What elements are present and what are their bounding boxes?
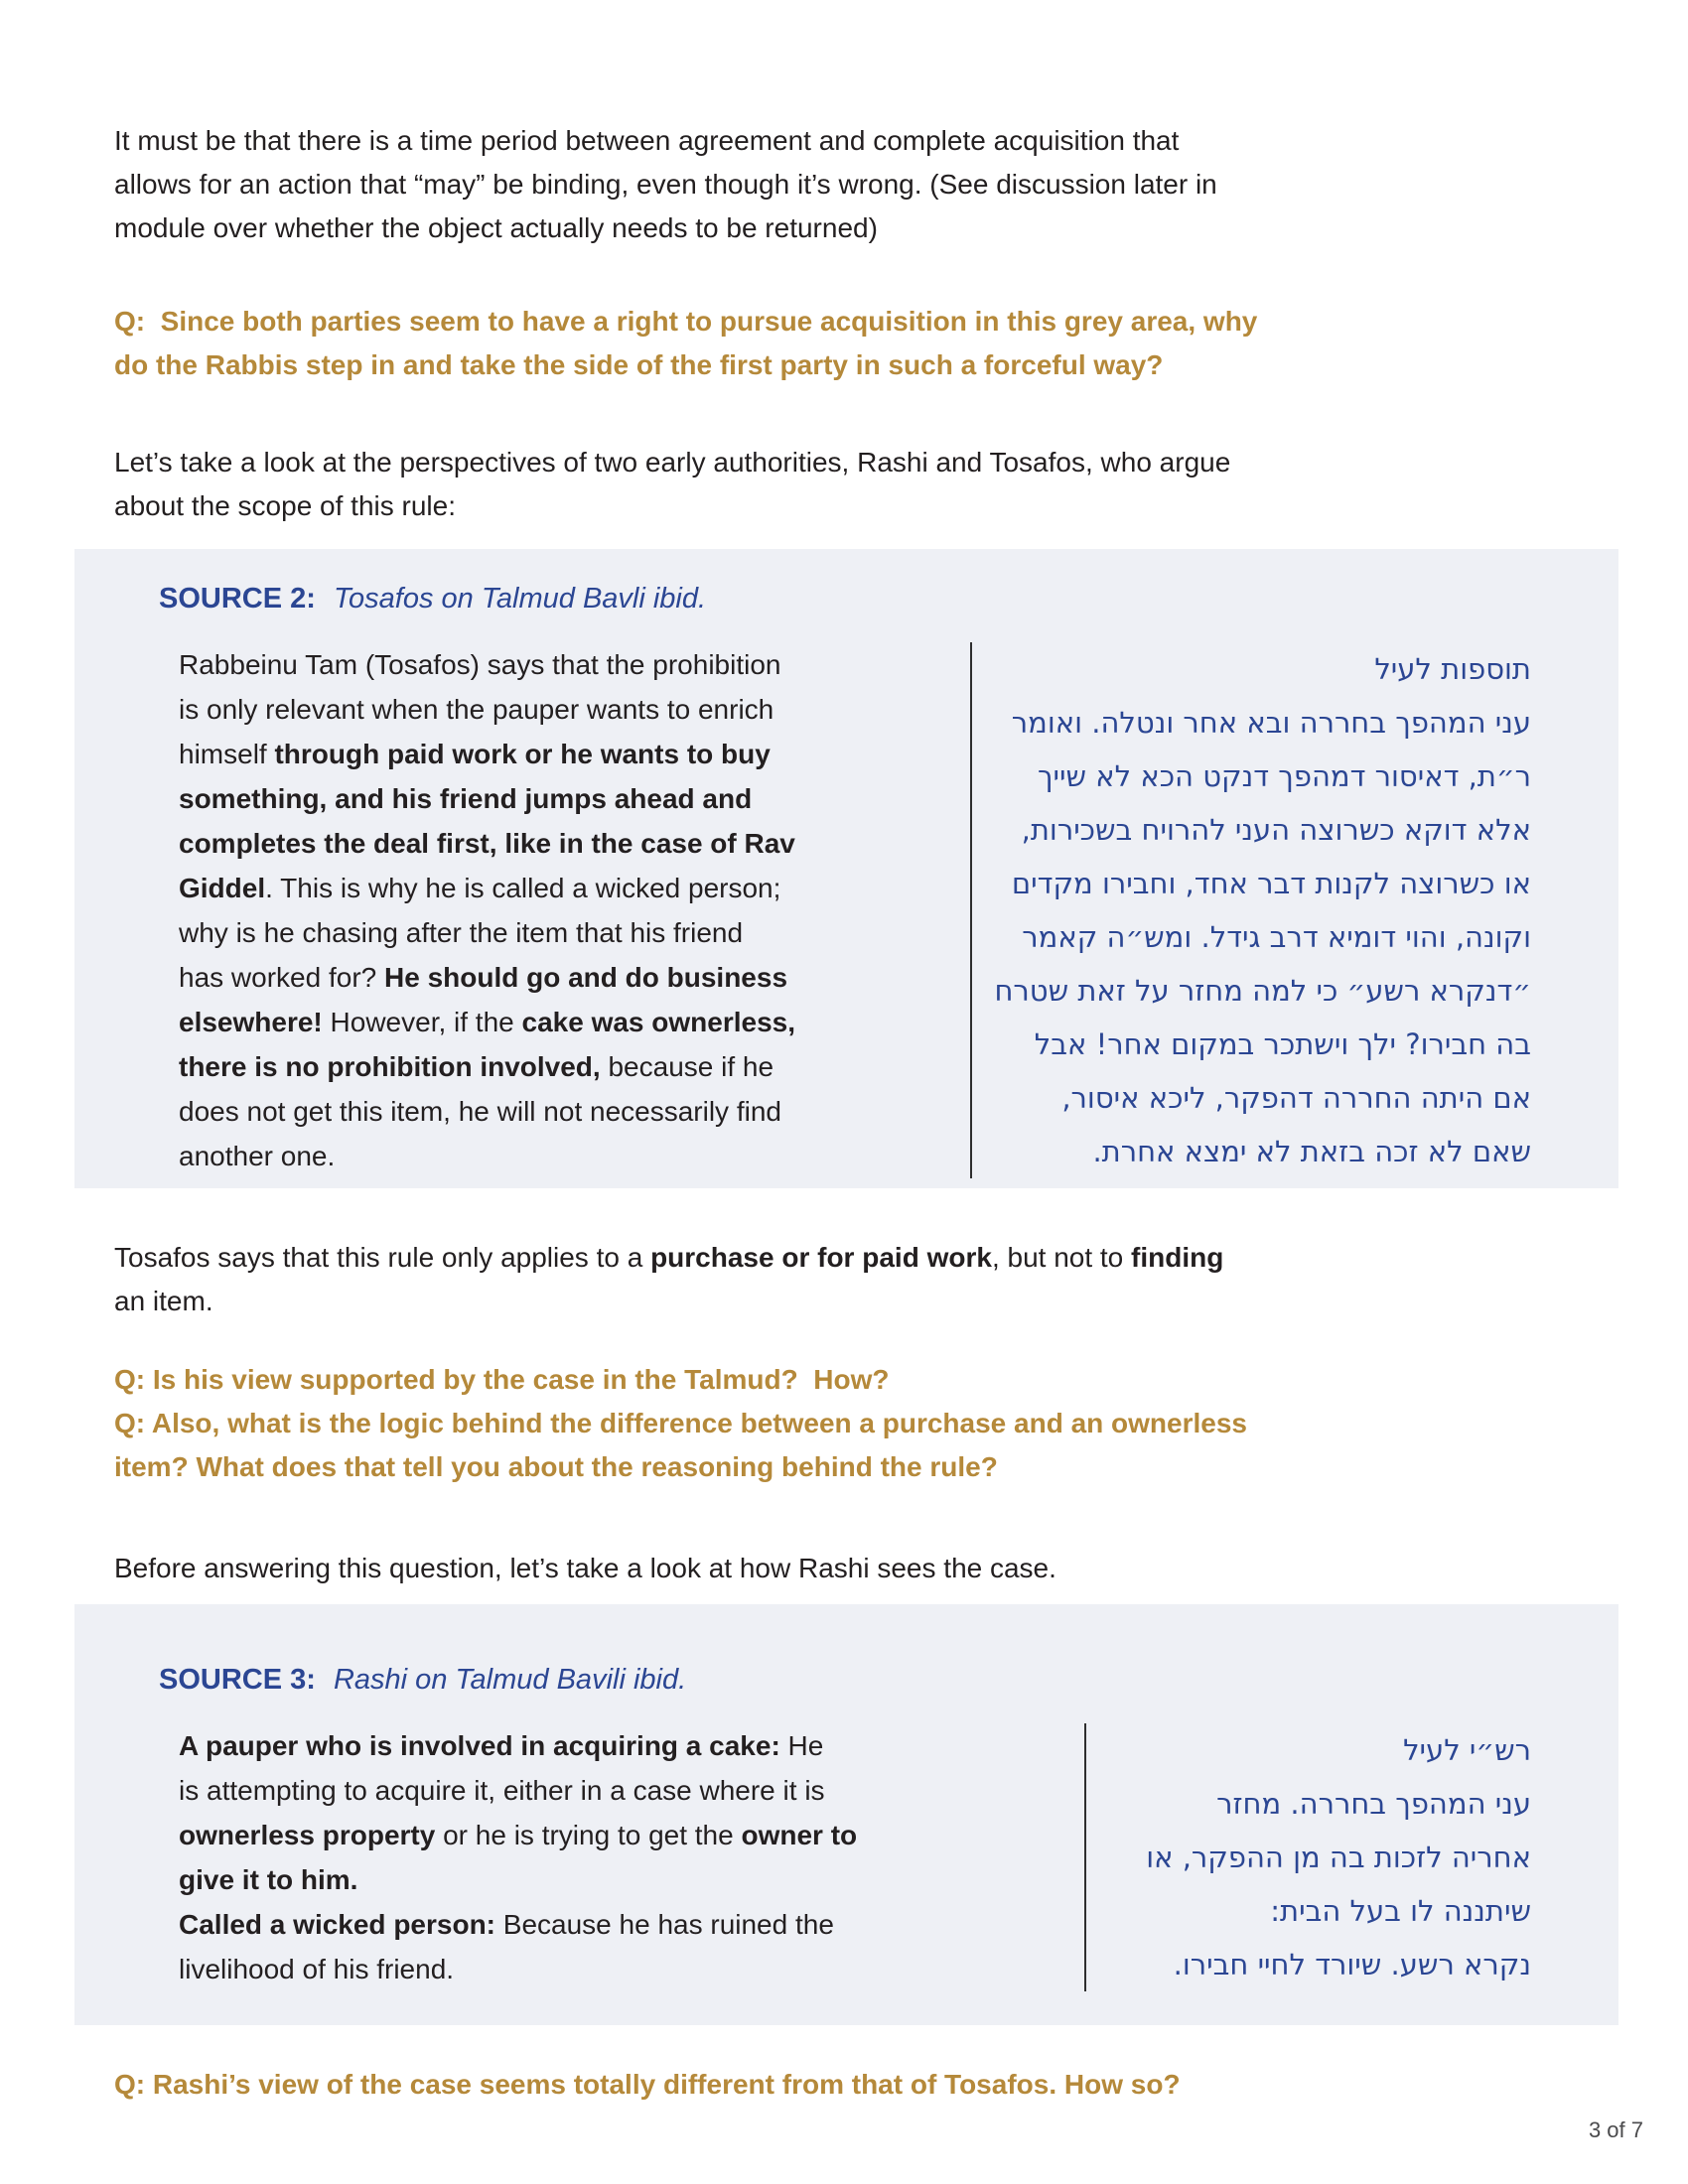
source3-columns (74, 1723, 1618, 1991)
two-authorities-paragraph (114, 441, 1230, 528)
text-line: Q: Also, what is the logic behind the difference between a purchase and an ownerless (114, 1408, 1247, 1438)
text-line: an item. (114, 1286, 213, 1316)
text-line: does not get this item, he will not necessarily find (179, 1096, 781, 1127)
page-number: 3 of 7 (1588, 2117, 1643, 2142)
text-line: Called a wicked person: Because he has ruined the (179, 1909, 834, 1940)
source3-hebrew-title: רש״י לעיל (1403, 1733, 1531, 1767)
source2-english-text (179, 642, 938, 1178)
source3-label: SOURCE 3: (159, 1664, 316, 1696)
source2-hebrew-text (992, 696, 1531, 1178)
source2-label: SOURCE 2: (159, 583, 316, 614)
source3-header (159, 1662, 1618, 1698)
questions-group (114, 1358, 1247, 1489)
text-line: elsewhere! However, if the cake was ownerless, (179, 1007, 796, 1037)
source2-box (74, 549, 1618, 1188)
text-line: שיתננה לו בעל הבית: (1270, 1894, 1531, 1928)
source3-english-text (179, 1723, 1053, 1991)
text-line: do the Rabbis step in and take the side of the first party in such a forceful way? (114, 349, 1164, 380)
text-line: why is he chasing after the item that his friend (179, 917, 744, 948)
text-line: there is no prohibition involved, because if he (179, 1051, 774, 1082)
text-line: livelihood of his friend. (179, 1954, 455, 1984)
text-line: וקונה, והוי דומיא דרב גידל. ומש״ה קאמר (1022, 920, 1531, 954)
text-line: completes the deal first, like in the case of Rav (179, 828, 795, 859)
source2-hebrew-title: תוספות לעיל (1374, 652, 1531, 686)
text-line: שאם לא זכה בזאת לא ימצא אחרת. (1092, 1135, 1531, 1168)
text-line: has worked for? He should go and do business (179, 962, 788, 993)
text-line: allows for an action that “may” be binding, even though it’s wrong. (See discussion later in (114, 169, 1217, 200)
text-line: אלא דוקא כשרוצה העני להרויח בשכירות, (1021, 813, 1531, 847)
text-line: Q: Since both parties seem to have a right to pursue acquisition in this grey area, why (114, 306, 1258, 337)
tosafos-summary-paragraph (114, 1236, 1223, 1323)
source2-header (159, 581, 1618, 616)
source2-hebrew-column (972, 642, 1618, 1178)
text-line: ״דנקרא רשע״ כי למה מחזר על זאת שטרח (994, 974, 1531, 1008)
text-line: Giddel. This is why he is called a wicked person; (179, 873, 781, 903)
text-line: אם היתה החררה דהפקר, ליכא איסור, (1061, 1081, 1531, 1115)
source3-box (74, 1604, 1618, 2025)
question-rashi-view: Q: Rashi’s view of the case seems totally different from that of Tosafos. How so? (114, 2069, 1181, 2100)
text-line: או כשרוצה לקנות דבר אחד, וחבירו מקדים (1011, 867, 1531, 900)
text-line: ר״ת, דאיסור דמהפך דנקט הכא לא שייך (1037, 759, 1531, 793)
source3-citation: Rashi on Talmud Bavili ibid. (333, 1664, 687, 1696)
intro-paragraph (114, 119, 1217, 250)
text-line: עני המהפך בחררה ובא אחר ונטלה. ואומר (1011, 706, 1531, 740)
text-line: It must be that there is a time period between agreement and complete acquisition that (114, 125, 1180, 156)
text-line: another one. (179, 1141, 336, 1171)
text-line: נקרא רשע. שיורד לחיי חבירו. (1173, 1948, 1531, 1981)
text-line: Let’s take a look at the perspectives of two early authorities, Rashi and Tosafos, who argue (114, 447, 1231, 478)
source2-columns (74, 642, 1618, 1178)
text-line: himself through paid work or he wants to buy (179, 739, 771, 769)
text-line: something, and his friend jumps ahead and (179, 783, 753, 814)
before-rashi-paragraph: Before answering this question, let’s take a look at how Rashi sees the case. (114, 1553, 1056, 1583)
text-line: about the scope of this rule: (114, 490, 456, 521)
text-line: item? What does that tell you about the reasoning behind the rule? (114, 1451, 998, 1482)
text-line: Q: Is his view supported by the case in the Talmud? How? (114, 1364, 890, 1395)
text-line: אחריה לזכות בה מן ההפקר, או (1146, 1841, 1531, 1874)
text-line: is only relevant when the pauper wants to enrich (179, 694, 774, 725)
text-line: ownerless property or he is trying to get the owner to (179, 1820, 858, 1850)
text-line: is attempting to acquire it, either in a case where it is (179, 1775, 825, 1806)
source3-hebrew-column (1086, 1723, 1618, 1991)
question-grey-area (114, 300, 1257, 387)
source3-hebrew-text (1106, 1777, 1531, 1991)
text-line: A pauper who is involved in acquiring a cake: He (179, 1730, 824, 1761)
source2-citation: Tosafos on Talmud Bavli ibid. (333, 583, 707, 614)
text-line: Tosafos says that this rule only applies to a purchase or for paid work, but not to finding (114, 1242, 1224, 1273)
text-line: עני המהפך בחררה. מחזר (1216, 1787, 1531, 1821)
text-line: give it to him. (179, 1864, 358, 1895)
text-line: module over whether the object actually needs to be returned) (114, 212, 878, 243)
text-line: בה חבירו? ילך וישתכר במקום אחר! אבל (1034, 1027, 1531, 1061)
text-line: Rabbeinu Tam (Tosafos) says that the prohibition (179, 649, 781, 680)
